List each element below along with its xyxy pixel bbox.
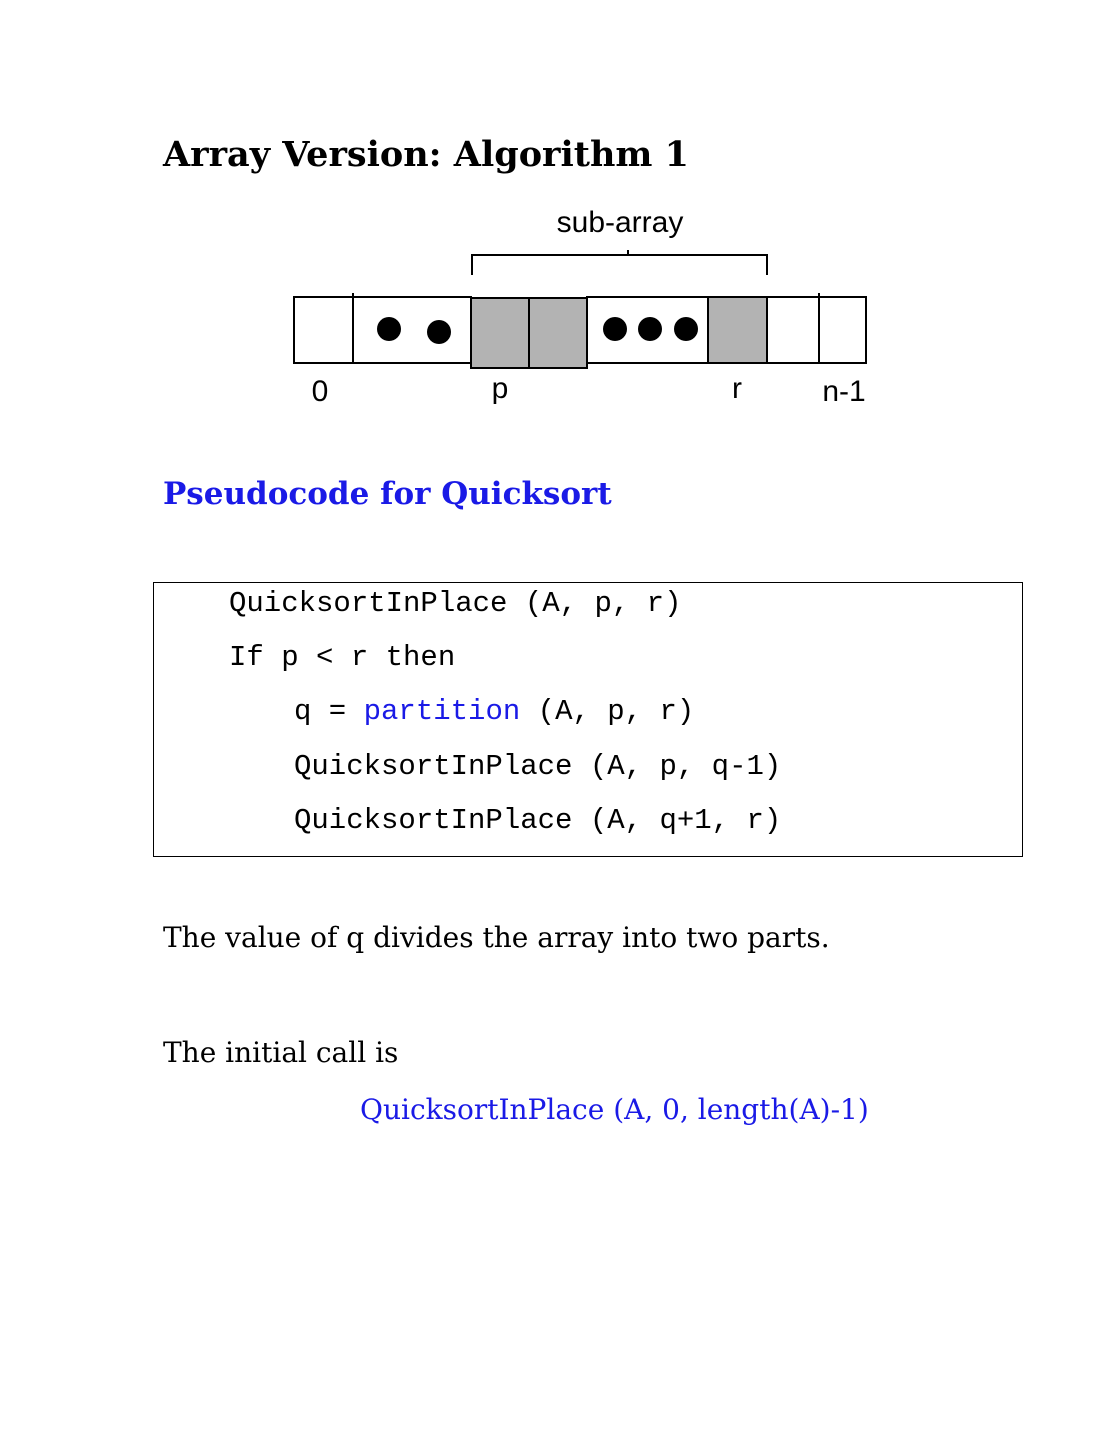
- array-cell-7: [819, 297, 866, 363]
- section-heading: Pseudocode for Quicksort: [163, 476, 612, 512]
- code-line-5: QuicksortInPlace (A, q+1, r): [294, 804, 782, 837]
- code-line-2: If p < r then: [229, 641, 456, 674]
- code-line-4: QuicksortInPlace (A, p, q-1): [294, 750, 782, 783]
- brace-label: sub-array: [556, 206, 684, 239]
- page-title: Array Version: Algorithm 1: [163, 134, 689, 175]
- index-label-end: n-1: [822, 375, 866, 408]
- index-label-start: 0: [311, 375, 329, 408]
- array-cell-5-shaded: [708, 297, 767, 363]
- index-label-r: r: [732, 372, 742, 405]
- array-cell-6: [767, 297, 819, 363]
- sub-array-brace: [472, 255, 767, 275]
- array-cell-2-shaded: [471, 298, 529, 368]
- code-assign: q =: [294, 695, 364, 728]
- element-dot: [427, 320, 451, 344]
- paragraph-q-divides: The value of q divides the array into two parts.: [163, 921, 830, 954]
- code-args: (A, p, r): [520, 695, 695, 728]
- code-line-3: [294, 694, 694, 730]
- element-dot: [603, 317, 627, 341]
- code-partition-call: partition: [363, 695, 521, 728]
- element-dot: [674, 317, 698, 341]
- array-diagram-svg: [280, 195, 900, 415]
- array-cell-1: [353, 297, 471, 363]
- array-cell-3-shaded: [529, 298, 587, 368]
- array-cell-0: [294, 297, 353, 363]
- element-dot: [638, 317, 662, 341]
- index-label-p: p: [491, 372, 509, 405]
- code-line-1: QuicksortInPlace (A, p, r): [229, 587, 682, 620]
- element-dot: [377, 317, 401, 341]
- initial-call-code: QuicksortInPlace (A, 0, length(A)-1): [360, 1093, 869, 1126]
- array-diagram: [280, 195, 900, 415]
- paragraph-initial-call: The initial call is: [163, 1036, 399, 1069]
- pseudocode-box: [153, 582, 1023, 857]
